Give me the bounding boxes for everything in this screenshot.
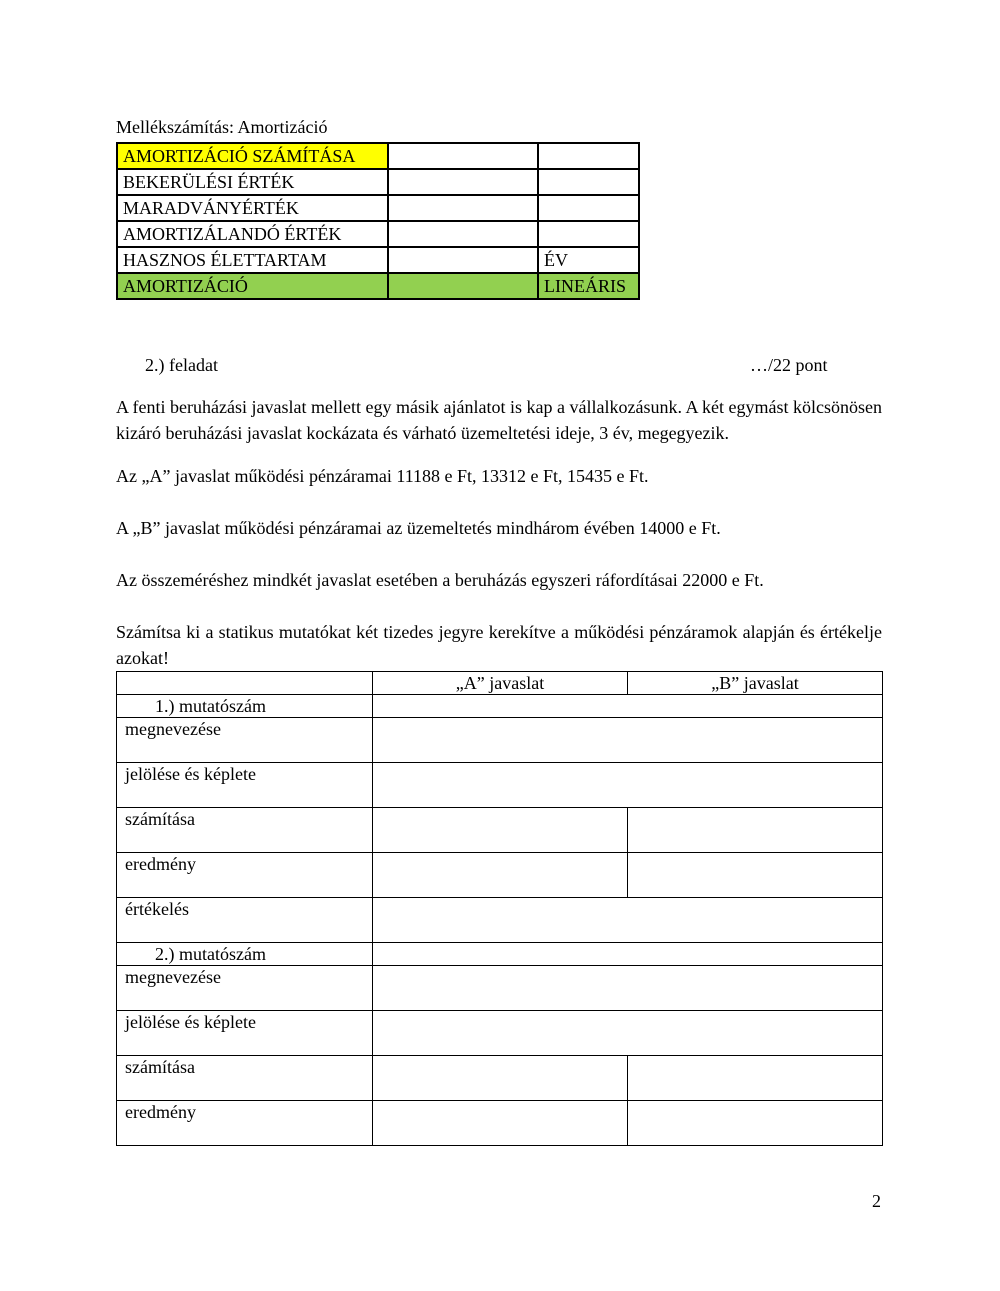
row-label: megnevezése — [117, 966, 373, 1011]
answer-cell[interactable] — [373, 763, 883, 808]
amort-row-result — [117, 273, 639, 299]
row-label: számítása — [117, 1056, 373, 1101]
table-row — [117, 1011, 883, 1056]
answer-cell-a[interactable] — [373, 808, 628, 853]
answer-cell[interactable] — [373, 695, 883, 718]
table-row — [117, 1101, 883, 1146]
amort-label: AMORTIZÁCIÓ SZÁMÍTÁSA — [117, 143, 388, 169]
amort-label: BEKERÜLÉSI ÉRTÉK — [117, 169, 388, 195]
table-row — [117, 808, 883, 853]
amort-value-cell[interactable] — [388, 247, 538, 273]
section-row — [117, 695, 883, 718]
row-label: eredmény — [117, 1101, 373, 1146]
paragraph-a-cashflows: Az „A” javaslat működési pénzáramai 11188 e Ft, 13312 e Ft, 15435 e Ft. — [116, 466, 649, 486]
table-row — [117, 898, 883, 943]
answer-cell[interactable] — [373, 966, 883, 1011]
amort-label: AMORTIZÁLANDÓ ÉRTÉK — [117, 221, 388, 247]
section-row — [117, 943, 883, 966]
page-number: 2 — [872, 1191, 881, 1211]
amort-value-cell[interactable] — [388, 195, 538, 221]
amort-row-cost — [117, 169, 639, 195]
section-title: 1.) mutatószám — [117, 695, 373, 718]
amort-row-depreciable — [117, 221, 639, 247]
answer-cell[interactable] — [373, 1011, 883, 1056]
table-row — [117, 853, 883, 898]
answer-cell-a[interactable] — [373, 853, 628, 898]
answer-cell[interactable] — [373, 718, 883, 763]
amort-value-cell[interactable] — [388, 143, 538, 169]
answer-cell-a[interactable] — [373, 1101, 628, 1146]
row-label: megnevezése — [117, 718, 373, 763]
table-row — [117, 718, 883, 763]
table-header-row — [117, 672, 883, 695]
amort-row-residual — [117, 195, 639, 221]
row-label: jelölése és képlete — [117, 1011, 373, 1056]
row-label: értékelés — [117, 898, 373, 943]
amort-value-cell[interactable] — [388, 221, 538, 247]
amort-label: HASZNOS ÉLETTARTAM — [117, 247, 388, 273]
row-label: jelölése és képlete — [117, 763, 373, 808]
amort-unit-cell: LINEÁRIS — [538, 273, 639, 299]
paragraph-b-cashflows: A „B” javaslat működési pénzáramai az üzemeltetés mindhárom évében 14000 e Ft. — [116, 518, 721, 538]
amort-unit-cell — [538, 143, 639, 169]
row-label: számítása — [117, 808, 373, 853]
section-title: 2.) mutatószám — [117, 943, 373, 966]
answer-cell-b[interactable] — [628, 853, 883, 898]
table-row — [117, 966, 883, 1011]
answer-cell-a[interactable] — [373, 1056, 628, 1101]
answer-cell[interactable] — [373, 943, 883, 966]
paragraph-instruction: Számítsa ki a statikus mutatókat két tizedes jegyre kerekítve a működési pénzáramok alapján és értékelje azokat! — [116, 622, 882, 668]
indicator-table — [116, 671, 883, 1146]
amort-value-cell[interactable] — [388, 169, 538, 195]
amort-row-title — [117, 143, 639, 169]
answer-cell-b[interactable] — [628, 808, 883, 853]
answer-cell-b[interactable] — [628, 1101, 883, 1146]
answer-cell-b[interactable] — [628, 1056, 883, 1101]
section-heading: Mellékszámítás: Amortizáció — [116, 117, 328, 137]
header-cell-empty — [117, 672, 373, 695]
row-label: eredmény — [117, 853, 373, 898]
amort-unit-cell — [538, 169, 639, 195]
paragraph-intro: A fenti beruházási javaslat mellett egy másik ajánlatot is kap a vállalkozásunk. A két egymást kölcsönösen kizáró beruházási javaslat kockázata és várható üzemeltetési ideje, 3 év, megegyezik. — [116, 397, 882, 443]
amort-unit-cell — [538, 221, 639, 247]
amort-row-lifetime — [117, 247, 639, 273]
amort-label: AMORTIZÁCIÓ — [117, 273, 388, 299]
table-row — [117, 763, 883, 808]
amort-value-cell[interactable] — [388, 273, 538, 299]
answer-cell[interactable] — [373, 898, 883, 943]
amort-label: MARADVÁNYÉRTÉK — [117, 195, 388, 221]
task-points: …/22 pont — [750, 355, 828, 375]
table-row — [117, 1056, 883, 1101]
amortization-table — [116, 142, 640, 300]
amort-unit-cell: ÉV — [538, 247, 639, 273]
header-cell-a: „A” javaslat — [373, 672, 628, 695]
header-cell-b: „B” javaslat — [628, 672, 883, 695]
task-label: 2.) feladat — [145, 355, 218, 375]
paragraph-investment: Az összeméréshez mindkét javaslat esetében a beruházás egyszeri ráfordításai 22000 e Ft. — [116, 570, 764, 590]
amort-unit-cell — [538, 195, 639, 221]
